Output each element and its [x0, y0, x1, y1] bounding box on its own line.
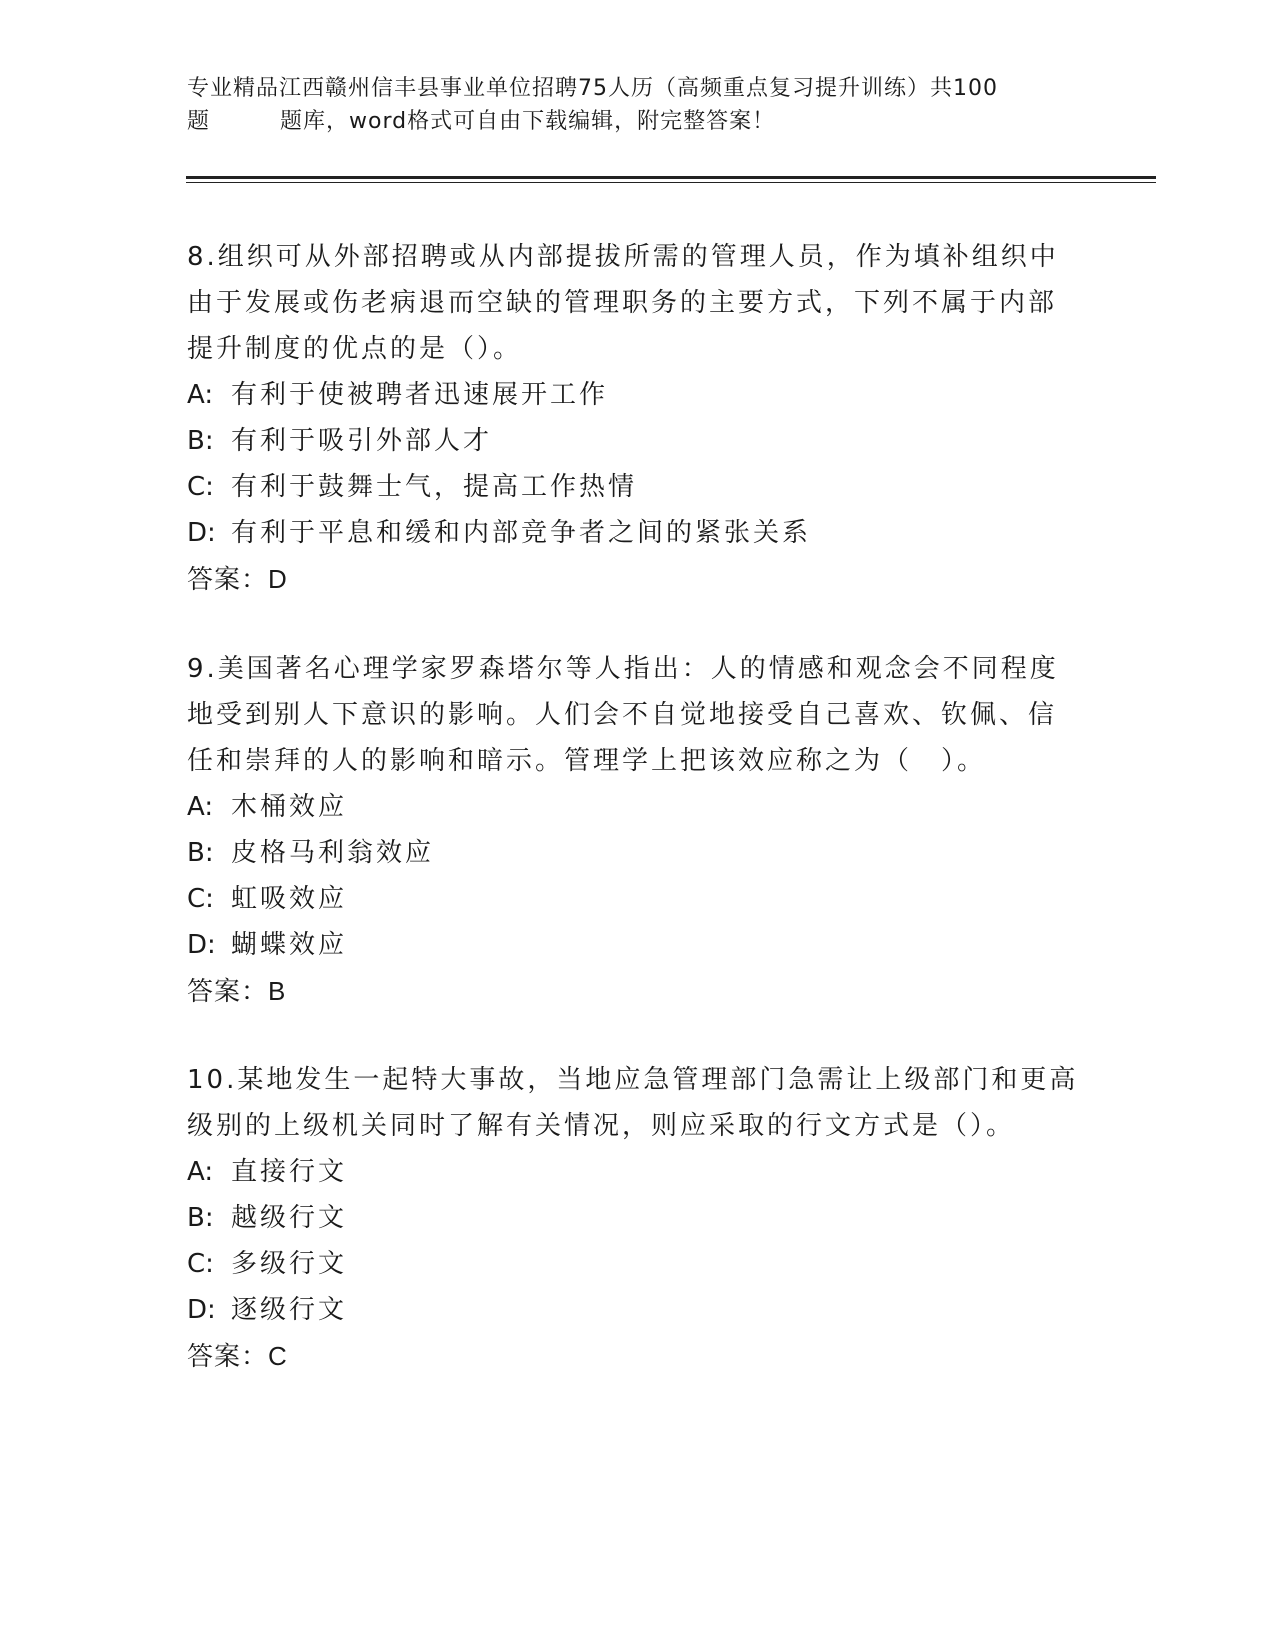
question-stem-line: 提升制度的优点的是（）。: [187, 334, 523, 364]
option-text: 木桶效应: [231, 792, 348, 822]
header-title-line-2-right: 题库，word格式可自由下载编辑，附完整答案！: [280, 109, 776, 134]
option-letter: A:: [187, 380, 214, 410]
header-title-line-2-left: 题: [187, 109, 211, 134]
option-text: 虹吸效应: [231, 884, 348, 914]
header-title-line-2: [187, 105, 1087, 138]
option-c: [187, 876, 1087, 922]
option-text: 有利于平息和缓和内部竞争者之间的紧张关系: [231, 518, 812, 548]
option-a: [187, 784, 1087, 830]
option-d: [187, 1287, 1087, 1333]
option-a: [187, 372, 1087, 418]
answer-line: 答案：B: [187, 976, 287, 1006]
answer-line: 答案：C: [187, 1341, 288, 1371]
option-text: 有利于鼓舞士气，提高工作热情: [231, 472, 638, 502]
question-stem-line: 由于发展或伤老病退而空缺的管理职务的主要方式，下列不属于内部: [187, 288, 1058, 318]
answer-line: 答案：D: [187, 564, 288, 594]
question-stem-line: 10.某地发生一起特大事故，当地应急管理部门急需让上级部门和更高: [187, 1065, 1079, 1095]
option-b: [187, 418, 1087, 464]
option-letter: D:: [187, 1295, 216, 1325]
option-text: 蝴蝶效应: [231, 930, 348, 960]
option-d: [187, 922, 1087, 968]
option-text: 直接行文: [231, 1157, 348, 1187]
option-letter: C:: [187, 472, 214, 502]
question-stem-line: 地受到别人下意识的影响。人们会不自觉地接受自己喜欢、钦佩、信: [187, 700, 1058, 730]
question-8: [187, 234, 1087, 602]
header-divider-thick: [186, 176, 1156, 179]
option-c: [187, 1241, 1087, 1287]
option-letter: B:: [187, 426, 214, 456]
option-text: 多级行文: [231, 1249, 348, 1279]
question-stem-line: 任和崇拜的人的影响和暗示。管理学上把该效应称之为（ ）。: [187, 746, 987, 776]
option-letter: D:: [187, 930, 216, 960]
option-letter: C:: [187, 1249, 214, 1279]
question-stem-line: 9.美国著名心理学家罗森塔尔等人指出：人的情感和观念会不同程度: [187, 654, 1059, 684]
document-header: [187, 72, 1087, 138]
option-letter: B:: [187, 1203, 214, 1233]
header-title-line-1: 专业精品江西赣州信丰县事业单位招聘75人历（高频重点复习提升训练）共100: [187, 76, 998, 101]
option-letter: A:: [187, 792, 214, 822]
option-c: [187, 464, 1087, 510]
option-letter: B:: [187, 838, 214, 868]
option-letter: D:: [187, 518, 216, 548]
question-stem-line: 8.组织可从外部招聘或从内部提拔所需的管理人员，作为填补组织中: [187, 242, 1059, 272]
header-divider-thin: [186, 182, 1156, 183]
question-9: [187, 646, 1087, 1014]
option-b: [187, 1195, 1087, 1241]
header-gap: [210, 105, 280, 138]
option-text: 越级行文: [231, 1203, 348, 1233]
question-stem-line: 级别的上级机关同时了解有关情况，则应采取的行文方式是（）。: [187, 1111, 1016, 1141]
option-a: [187, 1149, 1087, 1195]
option-text: 有利于使被聘者迅速展开工作: [231, 380, 609, 410]
option-letter: C:: [187, 884, 214, 914]
option-text: 有利于吸引外部人才: [231, 426, 493, 456]
option-text: 逐级行文: [231, 1295, 348, 1325]
question-10: [187, 1057, 1087, 1379]
option-d: [187, 510, 1087, 556]
option-letter: A:: [187, 1157, 214, 1187]
option-b: [187, 830, 1087, 876]
option-text: 皮格马利翁效应: [231, 838, 435, 868]
